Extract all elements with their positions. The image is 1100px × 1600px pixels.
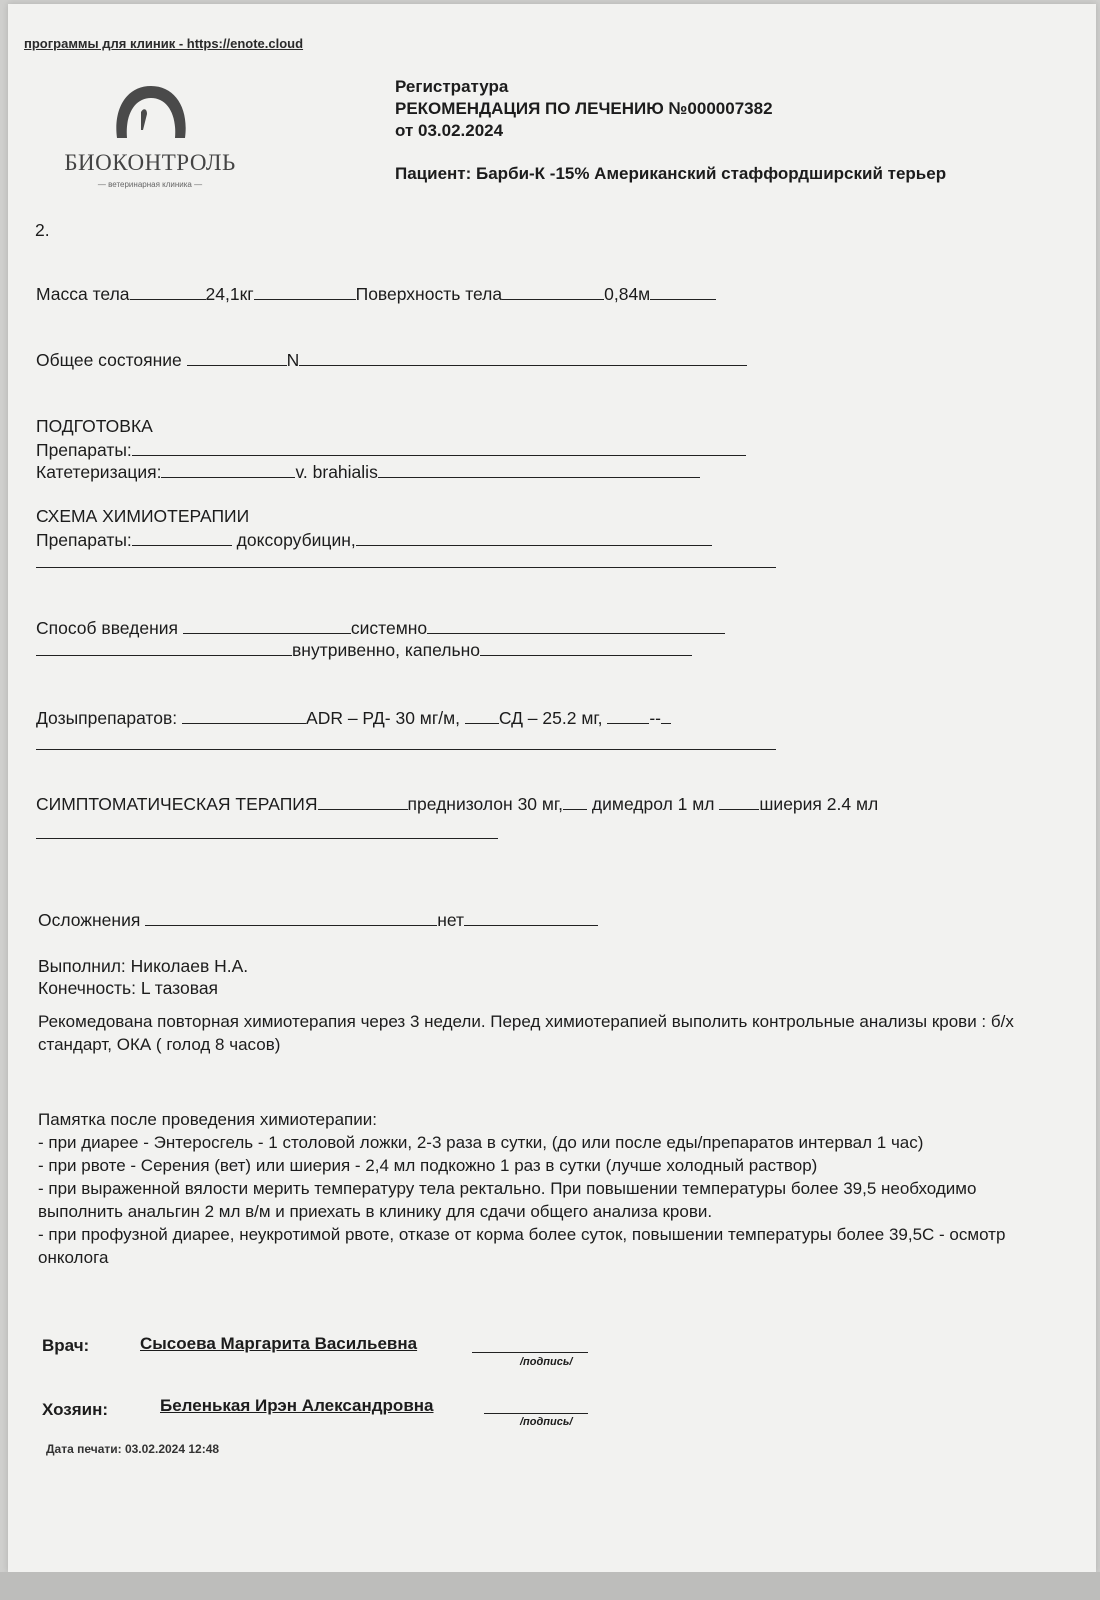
preparation-heading: ПОДГОТОВКА (36, 416, 153, 436)
department: Регистратура (395, 77, 509, 96)
blank-line (36, 749, 776, 750)
surface-value: 0,84м (604, 284, 651, 304)
dose-value-2: СД – 25.2 мг, (498, 708, 603, 728)
catheterization-label: Катетеризация: (36, 462, 162, 482)
symptomatic-row (36, 794, 878, 815)
route-row-2 (36, 640, 692, 661)
dose-value-3: -- (649, 708, 661, 728)
surface-label: Поверхность тела (355, 284, 503, 304)
owner-name: Беленькая Ирэн Александровна (160, 1396, 434, 1415)
route-label: Способ введения (36, 618, 179, 638)
mass-label: Масса тела (36, 284, 130, 304)
document-title: РЕКОМЕНДАЦИЯ ПО ЛЕЧЕНИЮ №000007382 (395, 99, 773, 118)
catheterization-row (36, 462, 700, 483)
signature-line (484, 1413, 588, 1414)
memo (38, 1108, 1048, 1269)
sign-hint: /подпись/ (520, 1416, 573, 1428)
preparation-drugs-row (36, 440, 746, 461)
item-number: 2. (35, 220, 50, 240)
chemo-drugs-row (36, 530, 712, 551)
blank-line (36, 838, 498, 839)
memo-item: - при выраженной вялости мерить температуру тела ректально. При повышении температуры более 39,5 необходимо выполнить анальгин 2 мл в/м и приехать в клинику для сдачи общего анализа крови. (38, 1179, 977, 1221)
clinic-logo (55, 78, 245, 198)
symptomatic-value-3: шиерия 2.4 мл (759, 794, 879, 814)
blank-line (36, 567, 776, 568)
header-url: программы для клиник - https://enote.cloud (24, 36, 304, 51)
chemo-drugs-label: Препараты: (36, 530, 132, 550)
symptomatic-value-2: димедрол 1 мл (591, 794, 715, 814)
memo-title: Памятка после проведения химиотерапии: (38, 1110, 377, 1129)
route-value-2: внутривенно, капельно (292, 640, 480, 660)
logo-name: БИОКОНТРОЛЬ (64, 150, 236, 175)
background-surface (0, 1572, 1100, 1600)
complications-label: Осложнения (38, 910, 141, 930)
memo-item: - при рвоте - Серения (вет) или шиерия - 2,4 мл подкожно 1 раз в сутки (лучше холодный раствор) (38, 1156, 818, 1175)
owner-label: Хозяин: (42, 1400, 109, 1419)
symptomatic-value-1: преднизолон 30 мг, (407, 794, 564, 814)
document-date: от 03.02.2024 (395, 121, 504, 140)
dose-row (36, 708, 671, 729)
general-state-value: N (286, 350, 300, 370)
print-date: Дата печати: 03.02.2024 12:48 (46, 1442, 220, 1456)
preparation-drugs-label: Препараты: (36, 440, 132, 460)
memo-item: - при профузной диарее, неукротимой рвоте, отказе от корма более суток, повышении температуры более 39,5С - осмотр онколога (38, 1225, 1006, 1267)
performed-by: Выполнил: Николаев Н.А. (38, 956, 249, 976)
signature-line (472, 1352, 588, 1353)
dose-label: Дозыпрепаратов: (36, 708, 178, 728)
logo-mark-icon (55, 78, 245, 148)
general-state-row (36, 350, 747, 371)
complications-row (38, 910, 598, 931)
general-state-label: Общее состояние (36, 350, 182, 370)
catheterization-value: v. brahialis (295, 462, 378, 482)
logo-subtitle: — ветеринарная клиника — (97, 180, 203, 189)
doctor-label: Врач: (42, 1336, 90, 1355)
sign-hint: /подпись/ (520, 1356, 573, 1368)
mass-row (36, 284, 716, 305)
chemo-drugs-value: доксорубицин, (236, 530, 356, 550)
chemo-heading: СХЕМА ХИМИОТЕРАПИИ (36, 506, 250, 526)
dose-value-1: ADR – РД- 30 мг/м, (306, 708, 460, 728)
mass-value: 24,1кг (205, 284, 254, 304)
recommendation-text: Рекомедована повторная химиотерапия через 3 недели. Перед химиотерапией выполить контрольные анализы крови : б/х стандарт, ОКА ( голод 8 часов) (38, 1012, 1014, 1054)
memo-item: - при диарее - Энтеросгель - 1 столовой ложки, 2-3 раза в сутки, (до или после еды/препаратов интервал 1 час) (38, 1133, 924, 1152)
patient-info: Пациент: Барби-К -15% Американский стаффордширский терьер (395, 164, 947, 183)
limb: Конечность: L тазовая (38, 978, 219, 998)
header-block (395, 76, 773, 142)
route-value-1: системно (350, 618, 428, 638)
doctor-name: Сысоева Маргарита Васильевна (140, 1334, 418, 1353)
complications-value: нет (437, 910, 465, 930)
symptomatic-label: СИМПТОМАТИЧЕСКАЯ ТЕРАПИЯ (36, 794, 318, 814)
route-row (36, 618, 725, 639)
